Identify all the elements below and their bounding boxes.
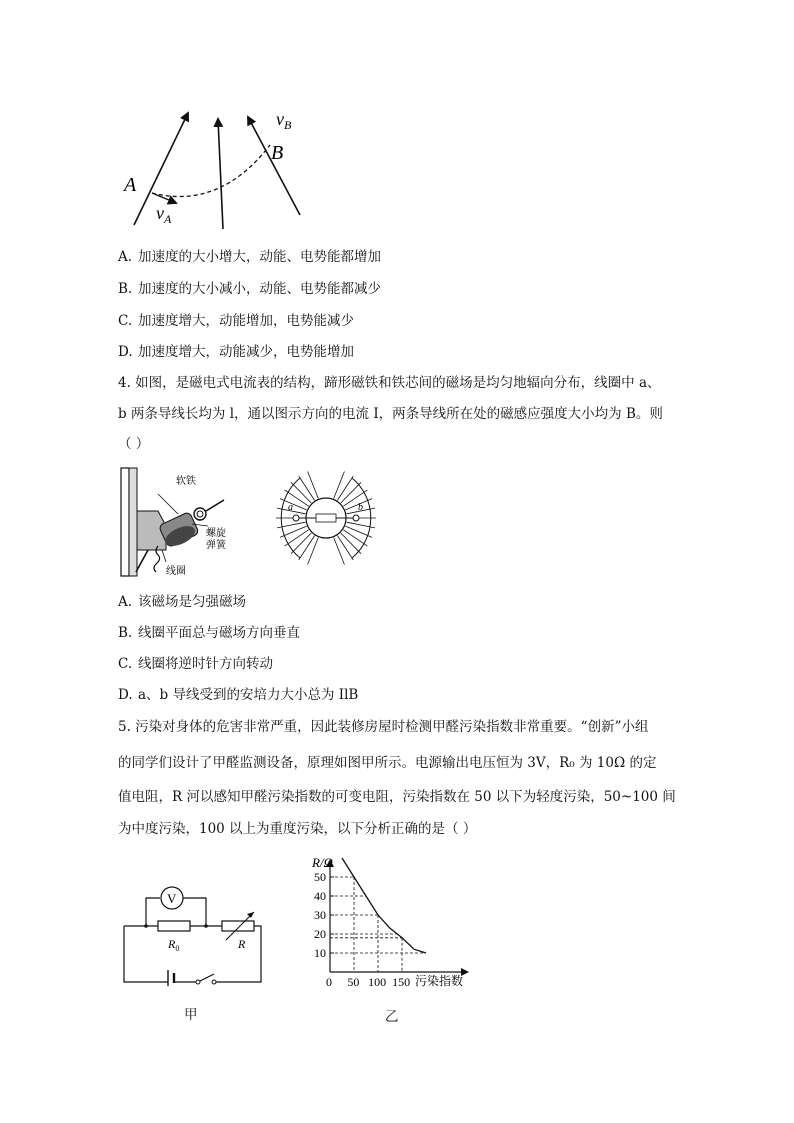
spring-label-2: 弹簧 (206, 540, 226, 551)
graph-caption: 乙 (385, 1009, 399, 1025)
y-tick-label: 50 (314, 870, 326, 884)
radial-field-line (308, 538, 319, 565)
radial-field-line (299, 476, 315, 500)
resistor-r0 (158, 921, 190, 931)
resistance-curve (342, 858, 426, 953)
radial-field-figure (266, 468, 386, 568)
spring-label-1: 螺旋 (206, 528, 226, 539)
wire-a-label: a (288, 502, 293, 513)
radial-field-line (337, 476, 353, 500)
q4-stem-line1: 4. 如图，是磁电式电流表的结构，蹄形磁铁和铁芯间的磁场是均匀地辐向分布，线圈中 a、 (118, 375, 661, 391)
x-tick-label: 150 (392, 975, 411, 989)
field-line-3 (248, 117, 300, 215)
q4-stem-line3: （ ） (118, 436, 150, 452)
x-axis-label: 污染指数 (415, 974, 464, 988)
radial-field-line (291, 533, 311, 554)
radial-field-line (291, 482, 311, 503)
galvanometer-structure-figure (118, 466, 238, 578)
radial-field-line (334, 538, 345, 565)
q4-option-c: C. 线圈将逆时针方向转动 (118, 656, 273, 672)
label-vb: $v_B$ (276, 109, 292, 132)
radial-field-line (341, 533, 361, 554)
q4-option-b: B. 线圈平面总与磁场方向垂直 (118, 625, 300, 641)
r0-label: $R_0$ (168, 937, 180, 953)
y-axis-label: R/Ω (312, 855, 333, 870)
field-trajectory-figure (120, 105, 310, 235)
label-b: B (271, 142, 284, 164)
q3-option-a: A. 加速度的大小增大，动能、电势能都增加 (118, 249, 381, 265)
q4-option-a: A. 该磁场是匀强磁场 (118, 594, 246, 610)
circuit-diagram (118, 878, 268, 988)
voltmeter-label: V (167, 891, 177, 906)
q4-stem-line2: b 两条导线长均为 l，通以图示方向的电流 I，两条导线所在处的磁感应强度大小均为 B。则 (118, 406, 663, 422)
radial-field-line (299, 536, 315, 560)
q5-stem-line1: 5. 污染对身体的危害非常严重，因此装修房屋时检测甲醛污染指数非常重要。“创新”小组 (118, 719, 649, 735)
resistance-graph (296, 855, 486, 995)
x-tick-label: 0 (326, 975, 332, 989)
radial-field-line (341, 482, 361, 503)
q3-option-d: D. 加速度增大，动能减少，电势能增加 (118, 344, 354, 360)
radial-field-line (337, 536, 353, 560)
radial-field-line (334, 472, 345, 499)
q4-option-d: D. a、b 导线受到的安培力大小总为 IlB (118, 687, 359, 703)
x-tick-label: 50 (347, 975, 360, 989)
q5-stem-line3: 值电阻，R 河以感知甲醛污染指数的可变电阻，污染指数在 50 以下为轻度污染，50~100 间 (118, 789, 676, 805)
y-tick-label: 10 (314, 946, 326, 960)
radial-field-line (308, 472, 319, 499)
coil-label: 线圈 (166, 566, 186, 577)
y-tick-label: 40 (314, 889, 326, 903)
label-va: $v_A$ (156, 203, 172, 226)
velocity-a-arrow (152, 193, 176, 203)
q3-option-b: B. 加速度的大小减小，动能、电势能都减少 (118, 281, 381, 297)
q5-stem-line2: 的同学们设计了甲醛监测设备，原理如图甲所示。电源输出电压恒为 3V，R₀ 为 10Ω 的定 (118, 755, 657, 771)
label-a: A (124, 174, 137, 196)
q3-option-c: C. 加速度增大，动能增加，电势能减少 (118, 313, 354, 329)
y-tick-label: 20 (314, 927, 326, 941)
x-tick-label: 100 (368, 975, 387, 989)
r-label: R (238, 937, 246, 951)
soft-iron-label: 软铁 (176, 476, 196, 487)
circuit-caption: 甲 (184, 1007, 198, 1023)
variable-resistor-r (222, 921, 254, 931)
q5-stem-line4: 为中度污染，100 以上为重度污染，以下分析正确的是（ ） (118, 821, 477, 837)
y-tick-label: 30 (314, 908, 326, 922)
wire-b-label: b (358, 502, 363, 513)
field-line-2 (218, 119, 223, 229)
